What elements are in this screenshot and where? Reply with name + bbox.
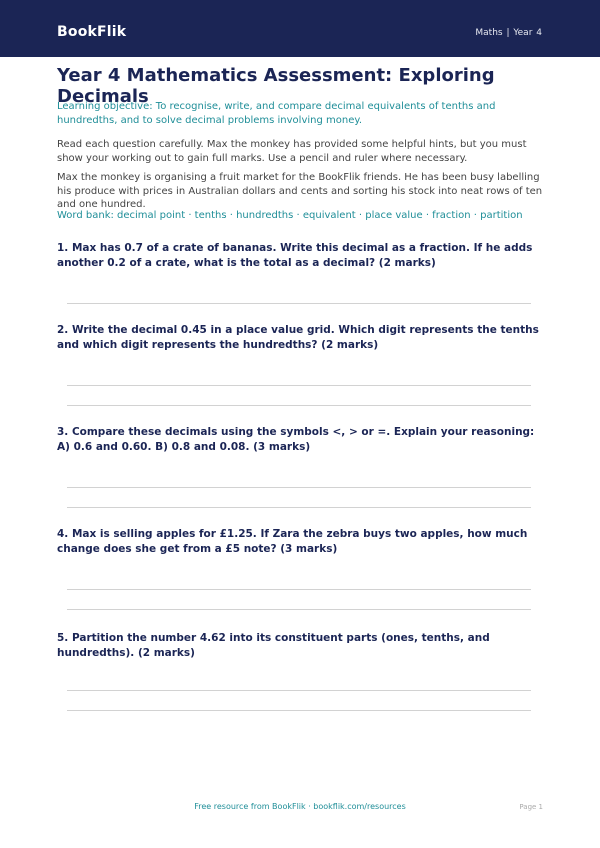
answer-line[interactable] — [67, 690, 531, 691]
answer-line[interactable] — [67, 710, 531, 711]
answer-line[interactable] — [67, 507, 531, 508]
brand-logo-text: BookFlik — [57, 24, 127, 40]
question-2: 2. Write the decimal 0.45 in a place value grid. Which digit represents the tenths and which digit represents the hundredths? (2 marks) — [57, 324, 539, 351]
page-title: Year 4 Mathematics Assessment: Exploring Decimals — [57, 65, 495, 107]
footer-resource-link[interactable]: Free resource from BookFlik · bookflik.com/resources — [194, 802, 406, 811]
learning-objective: Learning objective: To recognise, write, and compare decimal equivalents of tenths and hundredths, and to solve decimal problems involving money. — [57, 101, 496, 126]
answer-line[interactable] — [67, 303, 531, 304]
answer-line[interactable] — [67, 487, 531, 488]
question-3: 3. Compare these decimals using the symbols <, > or =. Explain your reasoning: A) 0.6 and 0.60. B) 0.8 and 0.08. (3 marks) — [57, 426, 535, 453]
instructions-paragraph: Read each question carefully. Max the monkey has provided some helpful hints, but you must show your working out to gain full marks. Use a pencil and ruler where necessary. — [57, 139, 527, 164]
subject-year-label: Maths | Year 4 — [475, 28, 542, 38]
answer-line[interactable] — [67, 609, 531, 610]
answer-line[interactable] — [67, 385, 531, 386]
answer-line[interactable] — [67, 589, 531, 590]
answer-line[interactable] — [67, 405, 531, 406]
page-header — [0, 0, 600, 57]
question-1: 1. Max has 0.7 of a crate of bananas. Write this decimal as a fraction. If he adds another 0.2 of a crate, what is the total as a decimal? (2 marks) — [57, 242, 533, 269]
question-4: 4. Max is selling apples for £1.25. If Zara the zebra buys two apples, how much change does she get from a £5 note? (3 marks) — [57, 528, 528, 555]
page-number: Page 1 — [519, 803, 543, 811]
word-bank: Word bank: decimal point · tenths · hundredths · equivalent · place value · fraction · partition — [57, 210, 523, 221]
question-5: 5. Partition the number 4.62 into its constituent parts (ones, tenths, and hundredths). (2 marks) — [57, 632, 490, 659]
scenario-paragraph: Max the monkey is organising a fruit market for the BookFlik friends. He has been busy labelling his produce with prices in Australian dollars and cents and sorting his stock into neat rows of ten and one hundred. — [57, 172, 543, 210]
